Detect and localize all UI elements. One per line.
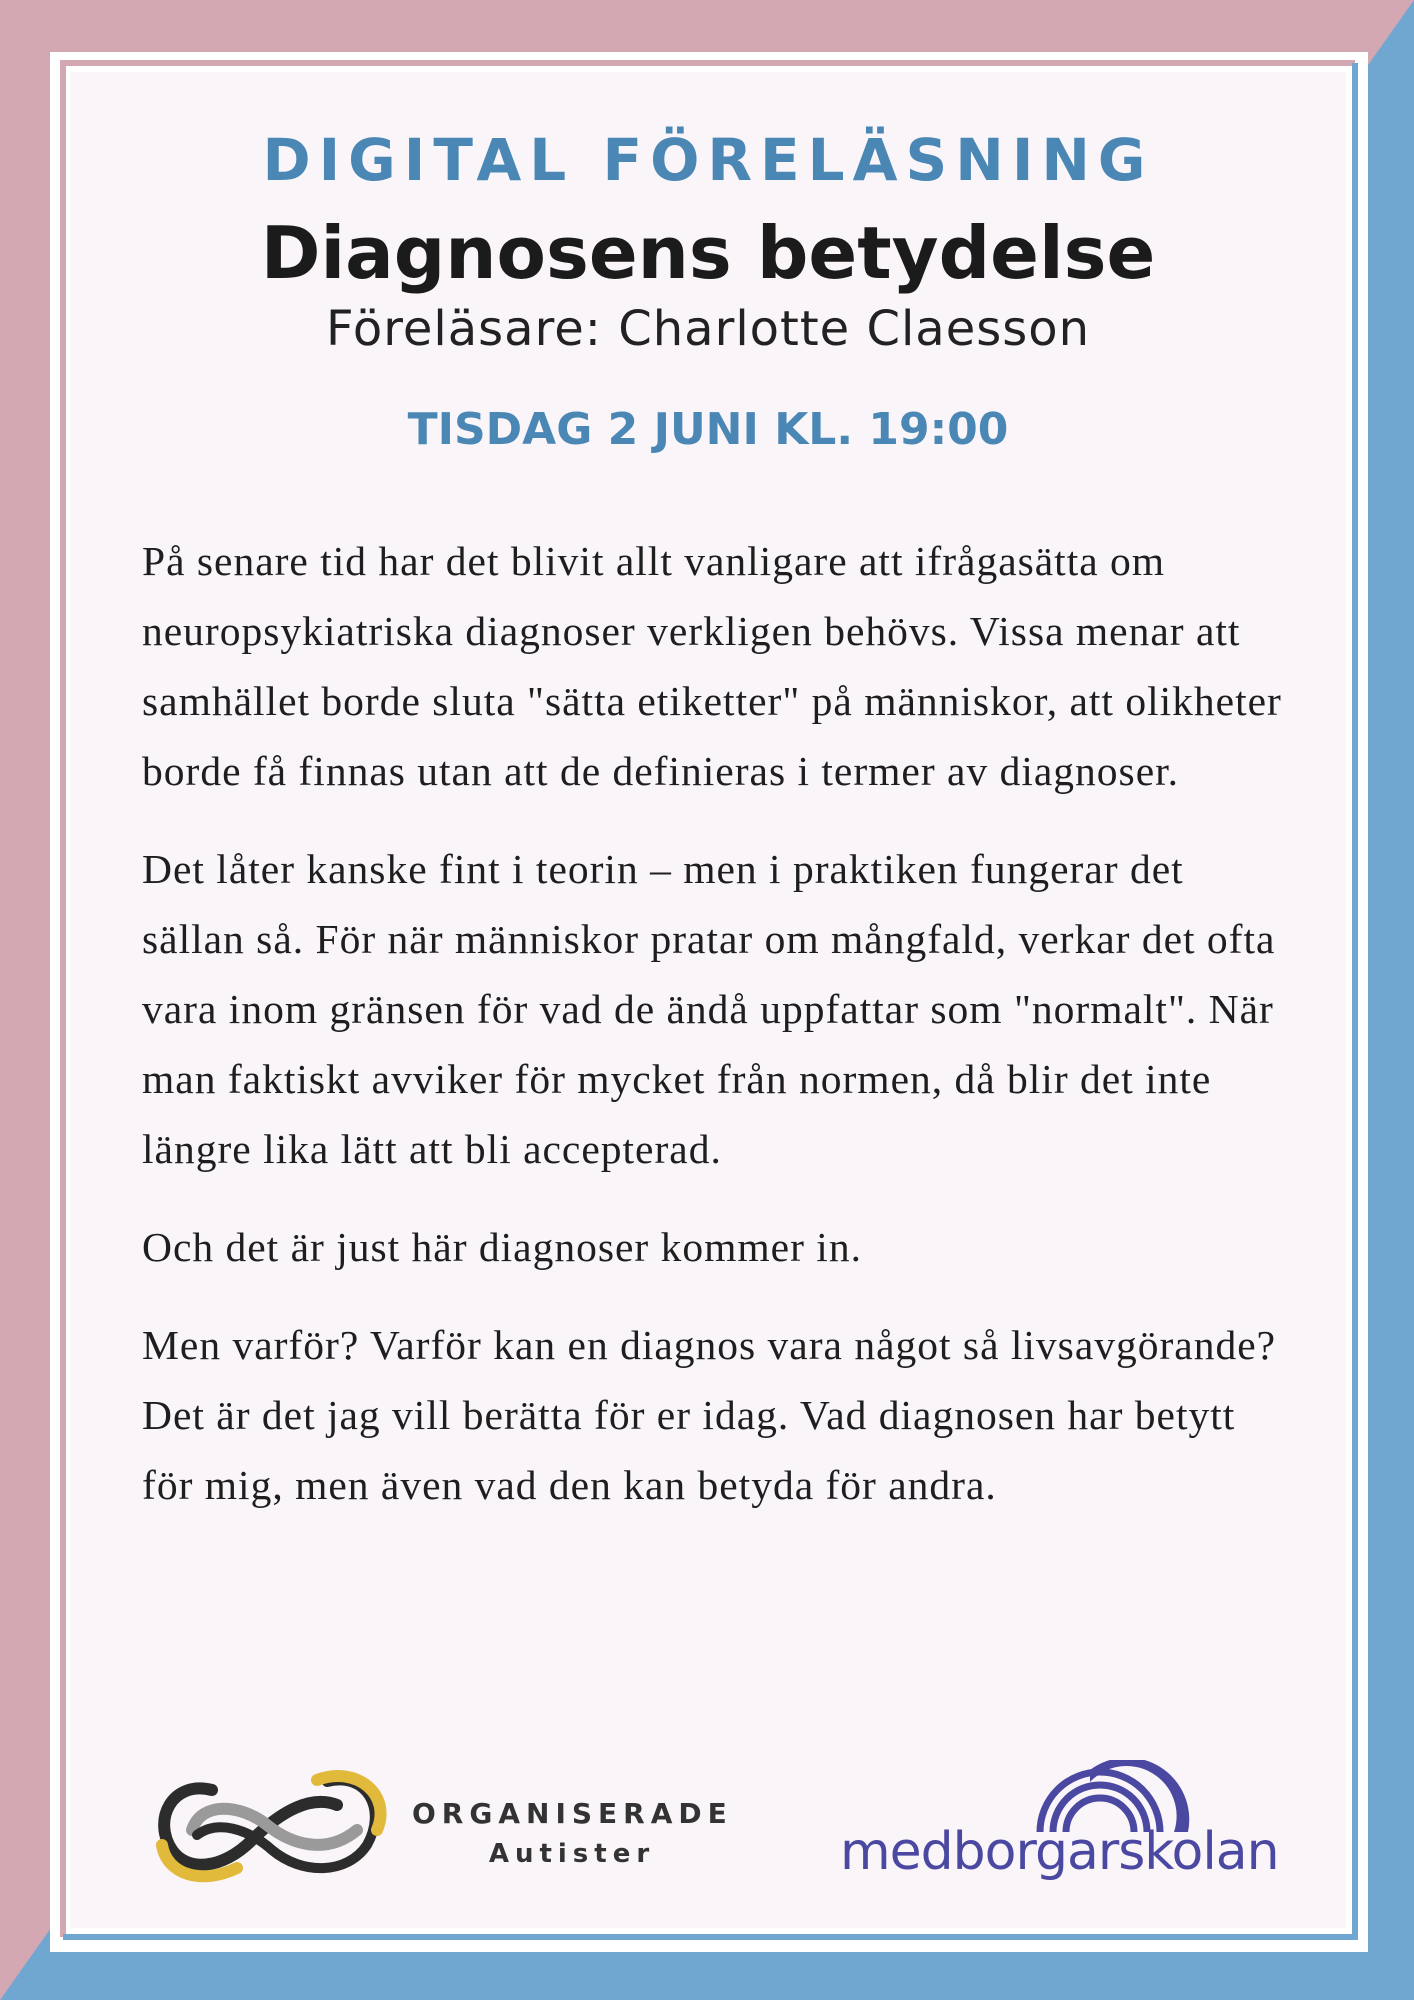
poster-header <box>70 120 1346 460</box>
medborgarskolan-wordmark: medborgarskolan <box>840 1822 1279 1882</box>
event-kicker: DIGITAL FÖRELÄSNING <box>262 126 1154 194</box>
oa-line2: Autister <box>488 1839 656 1869</box>
event-description <box>142 526 1282 1548</box>
speaker-line: Föreläsare: Charlotte Claesson <box>325 301 1091 357</box>
sponsor-footer <box>70 1760 1346 1900</box>
event-date: TISDAG 2 JUNI KL. 19:00 <box>407 404 1009 455</box>
oa-line1: ORGANISERADE <box>412 1797 733 1830</box>
description-paragraph: Men varför? Varför kan en diagnos vara något så livsavgörande? Det är det jag vill berätta för er idag. Vad diagnosen har betytt för mig, men även vad den kan betyda för andra. <box>142 1322 1277 1508</box>
event-title: Diagnosens betydelse <box>260 211 1156 295</box>
infinity-logo-icon <box>142 1760 392 1890</box>
organiserade-autister-wordmark <box>412 1794 732 1874</box>
description-paragraph: Det låter kanske fint i teorin – men i praktiken fungerar det sällan så. För när människor pratar om mångfald, verkar det ofta vara inom gränsen för vad de ändå uppfattar som "normalt". När man faktiskt avviker för mycket från normen, då blir det inte längre lika lätt att bli accepterad. <box>142 846 1276 1172</box>
description-paragraph: Och det är just här diagnoser kommer in. <box>142 1224 862 1270</box>
medborgarskolan-logo <box>840 1760 1279 1890</box>
description-paragraph: På senare tid har det blivit allt vanligare att ifrågasätta om neuropsykiatriska diagnoser verkligen behövs. Vissa menar att samhället borde sluta "sätta etiketter" på människor, att olikheter borde få finnas utan att de definieras i termer av diagnoser. <box>142 538 1282 794</box>
